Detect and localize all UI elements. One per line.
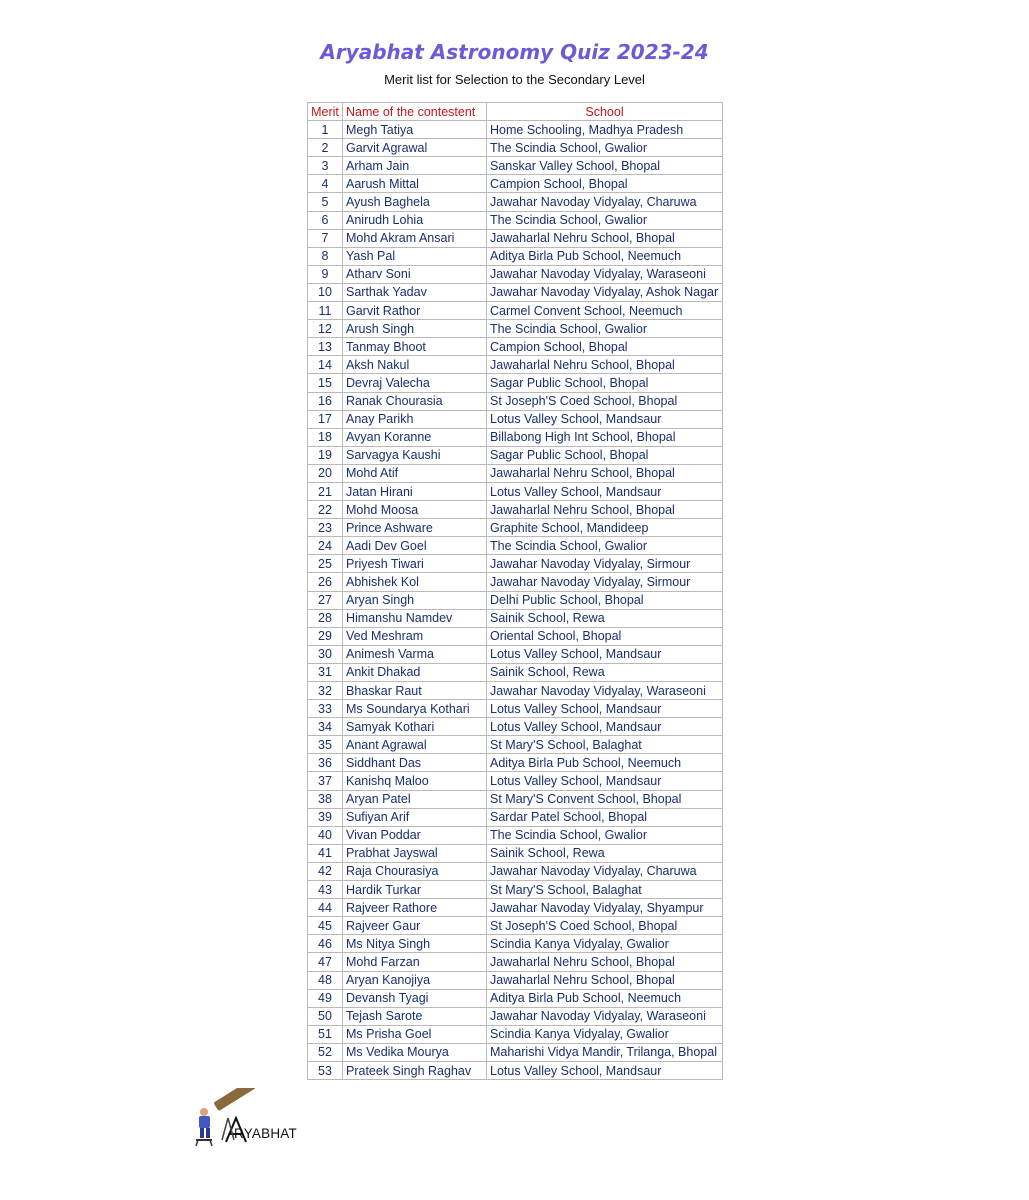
cell-merit: 7 <box>308 229 343 247</box>
table-row <box>308 899 723 917</box>
table-row <box>308 229 723 247</box>
table-row <box>308 609 723 627</box>
cell-merit: 19 <box>308 446 343 464</box>
cell-name: Anay Parikh <box>343 410 487 428</box>
table-row <box>308 953 723 971</box>
cell-name: Arush Singh <box>343 320 487 338</box>
cell-name: Atharv Soni <box>343 265 487 283</box>
cell-name: Ms Prisha Goel <box>343 1025 487 1043</box>
table-row <box>308 808 723 826</box>
cell-school: Lotus Valley School, Mandsaur <box>487 645 723 663</box>
cell-school: Campion School, Bhopal <box>487 175 723 193</box>
cell-merit: 26 <box>308 573 343 591</box>
cell-name: Himanshu Namdev <box>343 609 487 627</box>
cell-school: St Mary'S School, Balaghat <box>487 736 723 754</box>
cell-merit: 12 <box>308 320 343 338</box>
cell-name: Sufiyan Arif <box>343 808 487 826</box>
cell-name: Ms Nitya Singh <box>343 935 487 953</box>
cell-name: Tejash Sarote <box>343 1007 487 1025</box>
cell-name: Mohd Moosa <box>343 501 487 519</box>
table-row <box>308 718 723 736</box>
table-row <box>308 591 723 609</box>
cell-school: Jawahar Navoday Vidyalay, Shyampur <box>487 899 723 917</box>
cell-merit: 17 <box>308 410 343 428</box>
table-row <box>308 573 723 591</box>
cell-name: Jatan Hirani <box>343 482 487 500</box>
cell-merit: 31 <box>308 663 343 681</box>
cell-name: Tanmay Bhoot <box>343 338 487 356</box>
cell-school: Jawahar Navoday Vidyalay, Charuwa <box>487 193 723 211</box>
cell-name: Aadi Dev Goel <box>343 537 487 555</box>
cell-school: Jawahar Navoday Vidyalay, Sirmour <box>487 555 723 573</box>
page-subtitle: Merit list for Selection to the Secondary Level <box>384 72 645 87</box>
cell-school: Sainik School, Rewa <box>487 663 723 681</box>
cell-name: Aarush Mittal <box>343 175 487 193</box>
table-row <box>308 157 723 175</box>
cell-name: Aksh Nakul <box>343 356 487 374</box>
cell-name: Ms Soundarya Kothari <box>343 700 487 718</box>
cell-name: Garvit Rathor <box>343 302 487 320</box>
cell-name: Prince Ashware <box>343 519 487 537</box>
table-row <box>308 193 723 211</box>
cell-merit: 53 <box>308 1061 343 1079</box>
table-row <box>308 302 723 320</box>
table-row <box>308 881 723 899</box>
column-header-school: School <box>487 103 723 121</box>
cell-merit: 10 <box>308 283 343 301</box>
table-row <box>308 736 723 754</box>
table-row <box>308 247 723 265</box>
table-row <box>308 971 723 989</box>
cell-school: Home Schooling, Madhya Pradesh <box>487 121 723 139</box>
cell-name: Ayush Baghela <box>343 193 487 211</box>
cell-name: Ankit Dhakad <box>343 663 487 681</box>
cell-merit: 43 <box>308 881 343 899</box>
table-row <box>308 555 723 573</box>
cell-school: Oriental School, Bhopal <box>487 627 723 645</box>
cell-merit: 45 <box>308 917 343 935</box>
cell-merit: 27 <box>308 591 343 609</box>
cell-merit: 15 <box>308 374 343 392</box>
table-row <box>308 428 723 446</box>
cell-merit: 14 <box>308 356 343 374</box>
cell-name: Garvit Agrawal <box>343 139 487 157</box>
cell-school: Sanskar Valley School, Bhopal <box>487 157 723 175</box>
cell-school: St Mary'S Convent School, Bhopal <box>487 790 723 808</box>
cell-name: Rajveer Gaur <box>343 917 487 935</box>
cell-school: Jawahar Navoday Vidyalay, Charuwa <box>487 862 723 880</box>
cell-merit: 35 <box>308 736 343 754</box>
cell-name: Sarthak Yadav <box>343 283 487 301</box>
cell-merit: 13 <box>308 338 343 356</box>
cell-merit: 36 <box>308 754 343 772</box>
cell-school: Aditya Birla Pub School, Neemuch <box>487 247 723 265</box>
cell-school: The Scindia School, Gwalior <box>487 320 723 338</box>
cell-school: Aditya Birla Pub School, Neemuch <box>487 989 723 1007</box>
cell-merit: 9 <box>308 265 343 283</box>
table-row <box>308 1007 723 1025</box>
table-row <box>308 917 723 935</box>
cell-merit: 49 <box>308 989 343 1007</box>
table-row <box>308 482 723 500</box>
cell-merit: 51 <box>308 1025 343 1043</box>
table-row <box>308 121 723 139</box>
cell-school: Sagar Public School, Bhopal <box>487 374 723 392</box>
table-row <box>308 1061 723 1079</box>
cell-merit: 39 <box>308 808 343 826</box>
table-row <box>308 464 723 482</box>
cell-name: Devansh Tyagi <box>343 989 487 1007</box>
cell-school: Jawahar Navoday Vidyalay, Waraseoni <box>487 265 723 283</box>
cell-name: Samyak Kothari <box>343 718 487 736</box>
cell-name: Sarvagya Kaushi <box>343 446 487 464</box>
page-title: Aryabhat Astronomy Quiz 2023-24 <box>320 40 709 64</box>
table-row <box>308 826 723 844</box>
cell-name: Hardik Turkar <box>343 881 487 899</box>
cell-school: Maharishi Vidya Mandir, Trilanga, Bhopal <box>487 1043 723 1061</box>
table-row <box>308 446 723 464</box>
cell-school: Sainik School, Rewa <box>487 844 723 862</box>
table-row <box>308 754 723 772</box>
cell-school: Billabong High Int School, Bhopal <box>487 428 723 446</box>
cell-school: Graphite School, Mandideep <box>487 519 723 537</box>
cell-name: Mohd Farzan <box>343 953 487 971</box>
cell-school: Sagar Public School, Bhopal <box>487 446 723 464</box>
cell-merit: 40 <box>308 826 343 844</box>
cell-merit: 18 <box>308 428 343 446</box>
cell-name: Mohd Atif <box>343 464 487 482</box>
cell-name: Animesh Varma <box>343 645 487 663</box>
cell-merit: 33 <box>308 700 343 718</box>
table-row <box>308 682 723 700</box>
cell-merit: 11 <box>308 302 343 320</box>
table-row <box>308 338 723 356</box>
cell-merit: 2 <box>308 139 343 157</box>
cell-school: The Scindia School, Gwalior <box>487 826 723 844</box>
cell-name: Bhaskar Raut <box>343 682 487 700</box>
column-header-name: Name of the contestent <box>343 103 487 121</box>
cell-merit: 28 <box>308 609 343 627</box>
cell-name: Aryan Patel <box>343 790 487 808</box>
cell-name: Avyan Koranne <box>343 428 487 446</box>
cell-school: Jawahar Navoday Vidyalay, Waraseoni <box>487 682 723 700</box>
table-row <box>308 392 723 410</box>
table-row <box>308 844 723 862</box>
table-row <box>308 663 723 681</box>
table-row <box>308 175 723 193</box>
cell-name: Megh Tatiya <box>343 121 487 139</box>
cell-name: Anant Agrawal <box>343 736 487 754</box>
cell-merit: 32 <box>308 682 343 700</box>
table-row <box>308 1025 723 1043</box>
cell-school: Sardar Patel School, Bhopal <box>487 808 723 826</box>
cell-school: Jawaharlal Nehru School, Bhopal <box>487 953 723 971</box>
table-row <box>308 283 723 301</box>
cell-merit: 23 <box>308 519 343 537</box>
cell-school: The Scindia School, Gwalior <box>487 139 723 157</box>
cell-school: Scindia Kanya Vidyalay, Gwalior <box>487 1025 723 1043</box>
cell-merit: 44 <box>308 899 343 917</box>
table-row <box>308 700 723 718</box>
cell-school: Delhi Public School, Bhopal <box>487 591 723 609</box>
cell-merit: 48 <box>308 971 343 989</box>
cell-school: Jawaharlal Nehru School, Bhopal <box>487 229 723 247</box>
table-row <box>308 935 723 953</box>
cell-merit: 22 <box>308 501 343 519</box>
cell-school: Lotus Valley School, Mandsaur <box>487 482 723 500</box>
cell-merit: 50 <box>308 1007 343 1025</box>
cell-name: Arham Jain <box>343 157 487 175</box>
cell-name: Yash Pal <box>343 247 487 265</box>
cell-school: Lotus Valley School, Mandsaur <box>487 718 723 736</box>
cell-merit: 5 <box>308 193 343 211</box>
cell-merit: 34 <box>308 718 343 736</box>
cell-school: Jawaharlal Nehru School, Bhopal <box>487 971 723 989</box>
cell-school: Lotus Valley School, Mandsaur <box>487 772 723 790</box>
table-row <box>308 211 723 229</box>
cell-name: Aryan Singh <box>343 591 487 609</box>
cell-name: Raja Chourasiya <box>343 862 487 880</box>
cell-school: St Joseph'S Coed School, Bhopal <box>487 917 723 935</box>
cell-merit: 24 <box>308 537 343 555</box>
cell-name: Priyesh Tiwari <box>343 555 487 573</box>
cell-merit: 6 <box>308 211 343 229</box>
table-row <box>308 356 723 374</box>
cell-school: Campion School, Bhopal <box>487 338 723 356</box>
cell-merit: 37 <box>308 772 343 790</box>
cell-school: Jawaharlal Nehru School, Bhopal <box>487 464 723 482</box>
cell-name: Ranak Chourasia <box>343 392 487 410</box>
table-row <box>308 790 723 808</box>
table-body <box>308 121 723 1080</box>
cell-school: Lotus Valley School, Mandsaur <box>487 700 723 718</box>
cell-school: Jawahar Navoday Vidyalay, Sirmour <box>487 573 723 591</box>
cell-name: Anirudh Lohia <box>343 211 487 229</box>
cell-name: Prateek Singh Raghav <box>343 1061 487 1079</box>
cell-school: Lotus Valley School, Mandsaur <box>487 410 723 428</box>
cell-merit: 41 <box>308 844 343 862</box>
cell-merit: 46 <box>308 935 343 953</box>
cell-merit: 16 <box>308 392 343 410</box>
cell-merit: 4 <box>308 175 343 193</box>
table-row <box>308 862 723 880</box>
cell-name: Rajveer Rathore <box>343 899 487 917</box>
cell-name: Ms Vedika Mourya <box>343 1043 487 1061</box>
cell-school: Jawahar Navoday Vidyalay, Waraseoni <box>487 1007 723 1025</box>
cell-merit: 8 <box>308 247 343 265</box>
cell-merit: 21 <box>308 482 343 500</box>
cell-merit: 29 <box>308 627 343 645</box>
cell-school: Jawaharlal Nehru School, Bhopal <box>487 356 723 374</box>
cell-merit: 38 <box>308 790 343 808</box>
cell-school: Jawahar Navoday Vidyalay, Ashok Nagar <box>487 283 723 301</box>
table-row <box>308 627 723 645</box>
cell-name: Devraj Valecha <box>343 374 487 392</box>
cell-school: The Scindia School, Gwalior <box>487 537 723 555</box>
cell-name: Mohd Akram Ansari <box>343 229 487 247</box>
logo-text: RYABHAT <box>234 1126 297 1141</box>
cell-merit: 30 <box>308 645 343 663</box>
table-row <box>308 410 723 428</box>
table-row <box>308 1043 723 1061</box>
cell-school: Jawaharlal Nehru School, Bhopal <box>487 501 723 519</box>
cell-school: St Joseph'S Coed School, Bhopal <box>487 392 723 410</box>
cell-school: Aditya Birla Pub School, Neemuch <box>487 754 723 772</box>
table-header-row <box>308 103 723 121</box>
cell-school: St Mary'S School, Balaghat <box>487 881 723 899</box>
cell-school: Lotus Valley School, Mandsaur <box>487 1061 723 1079</box>
table-row <box>308 139 723 157</box>
cell-school: Sainik School, Rewa <box>487 609 723 627</box>
cell-name: Siddhant Das <box>343 754 487 772</box>
cell-merit: 20 <box>308 464 343 482</box>
table-row <box>308 989 723 1007</box>
cell-merit: 52 <box>308 1043 343 1061</box>
cell-name: Abhishek Kol <box>343 573 487 591</box>
cell-school: Scindia Kanya Vidyalay, Gwalior <box>487 935 723 953</box>
cell-school: The Scindia School, Gwalior <box>487 211 723 229</box>
cell-merit: 1 <box>308 121 343 139</box>
cell-school: Carmel Convent School, Neemuch <box>487 302 723 320</box>
cell-merit: 47 <box>308 953 343 971</box>
table-row <box>308 645 723 663</box>
cell-name: Ved Meshram <box>343 627 487 645</box>
merit-table <box>307 102 723 1080</box>
cell-merit: 3 <box>308 157 343 175</box>
table-row <box>308 537 723 555</box>
table-row <box>308 265 723 283</box>
cell-merit: 42 <box>308 862 343 880</box>
aryabhat-logo <box>190 1088 330 1148</box>
column-header-merit: Merit <box>308 103 343 121</box>
cell-name: Aryan Kanojiya <box>343 971 487 989</box>
cell-merit: 25 <box>308 555 343 573</box>
cell-name: Kanishq Maloo <box>343 772 487 790</box>
table-row <box>308 519 723 537</box>
table-row <box>308 374 723 392</box>
cell-name: Vivan Poddar <box>343 826 487 844</box>
table-row <box>308 501 723 519</box>
table-row <box>308 772 723 790</box>
cell-name: Prabhat Jayswal <box>343 844 487 862</box>
table-row <box>308 320 723 338</box>
